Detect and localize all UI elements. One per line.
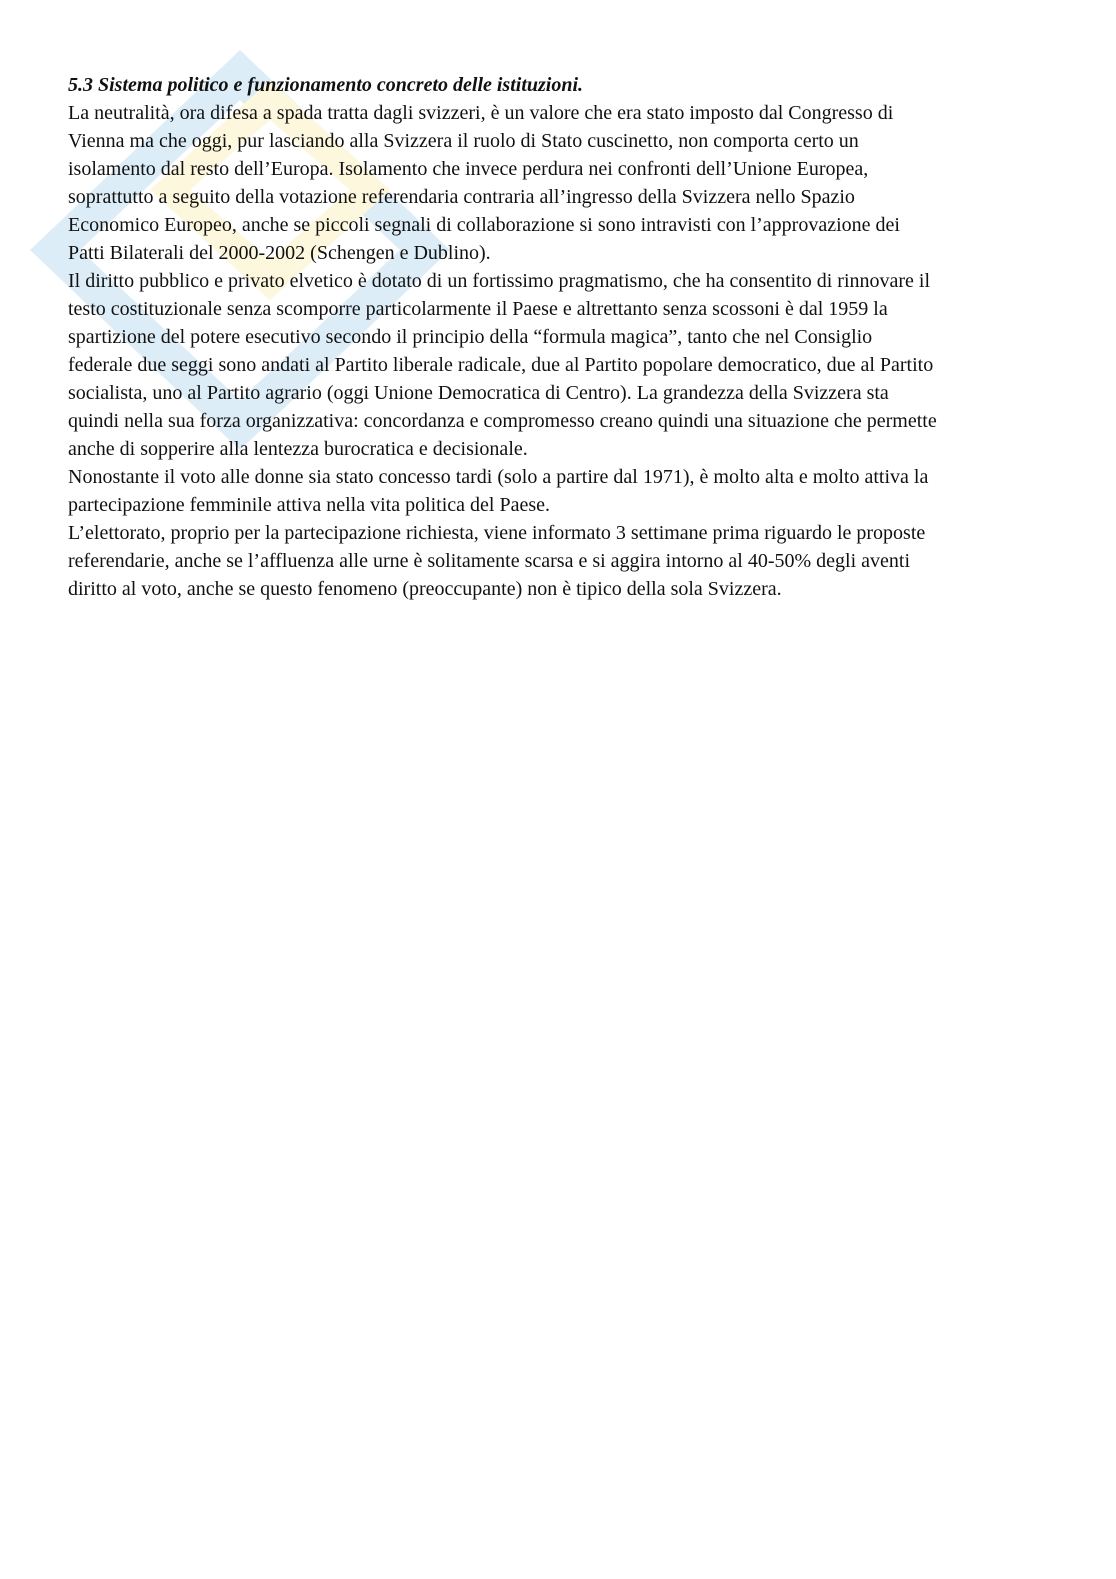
text-line: Nonostante il voto alle donne sia stato concesso tardi (solo a partire dal 1971), è molto alta e molto attiva la — [68, 466, 929, 488]
paragraph-neutrality — [68, 99, 1048, 267]
paragraph-public-law — [68, 267, 1048, 463]
text-line: L’elettorato, proprio per la partecipazione richiesta, viene informato 3 settimane prima riguardo le proposte — [68, 522, 926, 544]
text-line: Il diritto pubblico e privato elvetico è dotato di un fortissimo pragmatismo, che ha consentito di rinnovare il — [68, 270, 931, 292]
text-line: referendarie, anche se l’affluenza alle urne è solitamente scarsa e si aggira intorno al 40-50% degli aventi — [68, 550, 911, 572]
text-line: quindi nella sua forza organizzativa: concordanza e compromesso creano quindi una situazione che permette — [68, 410, 937, 432]
text-line: testo costituzionale senza scomporre particolarmente il Paese e altrettanto senza scossoni è dal 1959 la — [68, 298, 888, 320]
text-line: federale due seggi sono andati al Partito liberale radicale, due al Partito popolare democratico, due al Partito — [68, 354, 934, 376]
text-line: La neutralità, ora difesa a spada tratta dagli svizzeri, è un valore che era stato imposto dal Congresso di — [68, 102, 894, 124]
text-line: Patti Bilaterali del 2000-2002 (Schengen e Dublino). — [68, 242, 491, 264]
text-line: anche di sopperire alla lentezza burocratica e decisionale. — [68, 438, 528, 460]
text-line: partecipazione femminile attiva nella vita politica del Paese. — [68, 494, 551, 516]
section-heading: 5.3 Sistema politico e funzionamento concreto delle istituzioni. — [68, 74, 584, 96]
paragraph-electorate — [68, 519, 1048, 603]
text-line: diritto al voto, anche se questo fenomeno (preoccupante) non è tipico della sola Svizzera. — [68, 578, 782, 600]
text-line: spartizione del potere esecutivo secondo il principio della “formula magica”, tanto che nel Consiglio — [68, 326, 873, 348]
text-line: soprattutto a seguito della votazione referendaria contraria all’ingresso della Svizzera nello Spazio — [68, 186, 855, 208]
text-line: Vienna ma che oggi, pur lasciando alla Svizzera il ruolo di Stato cuscinetto, non comporta certo un — [68, 130, 859, 152]
paragraph-women-vote — [68, 463, 1048, 519]
text-line: socialista, uno al Partito agrario (oggi Unione Democratica di Centro). La grandezza della Svizzera sta — [68, 382, 889, 404]
text-line: Economico Europeo, anche se piccoli segnali di collaborazione si sono intravisti con l’approvazione dei — [68, 214, 900, 236]
text-line: isolamento dal resto dell’Europa. Isolamento che invece perdura nei confronti dell’Unione Europea, — [68, 158, 869, 180]
document-body — [68, 71, 1048, 603]
